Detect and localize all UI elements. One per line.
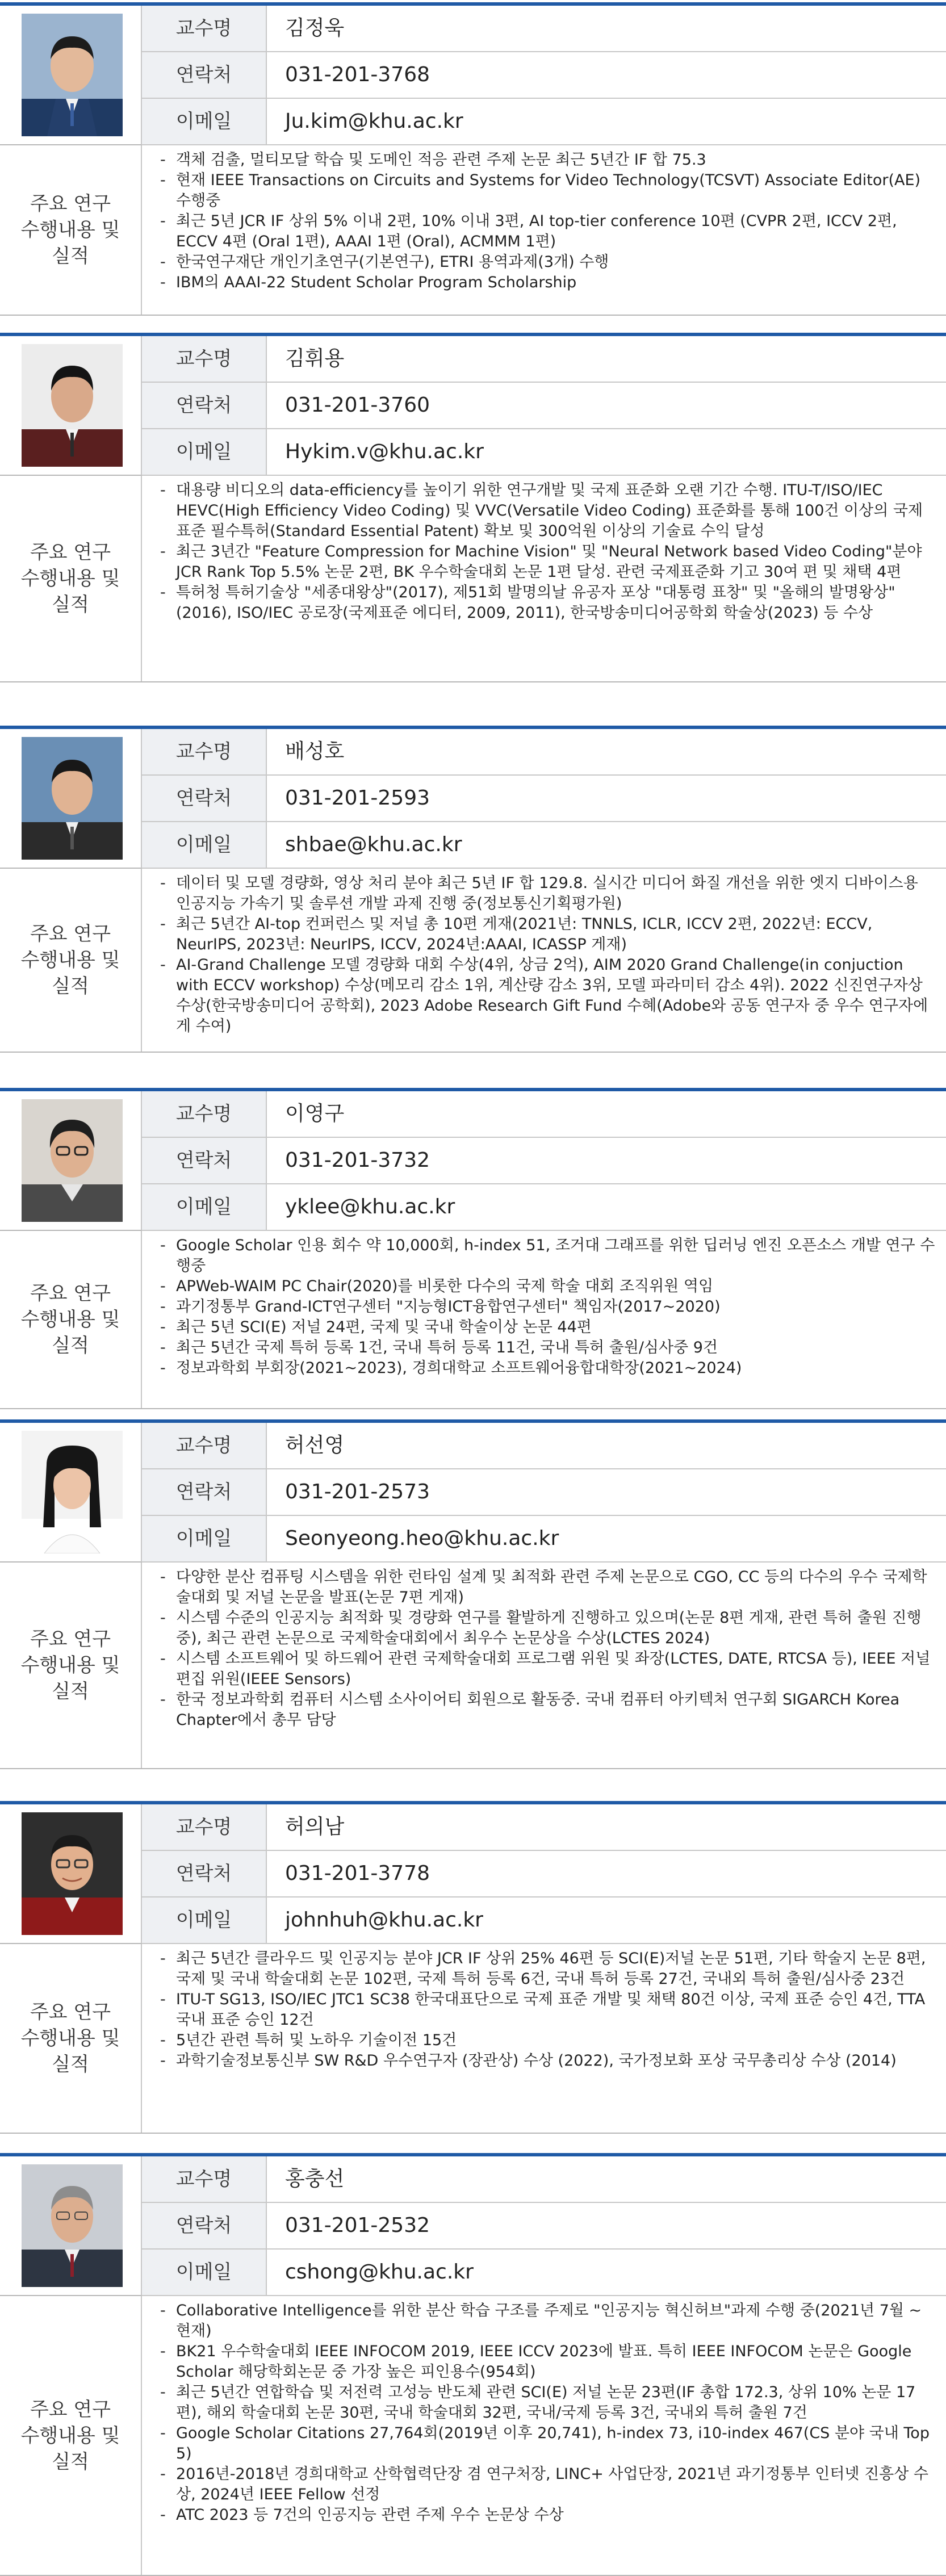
photo-cell — [0, 2156, 142, 2296]
professor-card — [0, 726, 946, 1049]
research-label: 주요 연구 수행내용 및 실적 — [0, 1231, 142, 1408]
research-item: - IBM의 AAAI-22 Student Scholar Program Scholarship — [153, 273, 937, 293]
research-row — [0, 869, 946, 1053]
research-item: - 최근 5년간 국제 특허 등록 1건, 국내 특허 등록 11건, 국내 특허 출원/심사중 9건 — [153, 1338, 937, 1358]
professor-name: 허의남 — [285, 1815, 345, 1838]
email-label: 이메일 — [142, 1516, 267, 1561]
research-item: - 한국연구재단 개인기초연구(기본연구), ETRI 용역과제(3개) 수행 — [153, 252, 937, 273]
research-item: - 현재 IEEE Transactions on Circuits and Systems for Video Technology(TCSVT) Associate Editor(AE) 수행중 — [153, 170, 937, 211]
research-item: - 5년간 관련 특허 및 노하우 기술이전 15건 — [153, 2030, 937, 2051]
research-item: - 최근 5년간 클라우드 및 인공지능 분야 JCR IF 상위 25% 46편 등 SCI(E)저널 논문 51편, 기타 학술지 논문 8편, 국제 및 국내 학술대회 논문 102편, 국제 특허 등록 6건, 국내 특허 등록 27건, 국내외 특허 출원/심사중 23건 — [153, 1949, 937, 1989]
research-item: - 2016년-2018년 경희대학교 산학협력단장 겸 연구처장, LINC+ 사업단장, 2021년 과기정통부 인터넷 진흥상 수상, 2024년 IEEE Fellow 선정 — [153, 2464, 937, 2505]
research-item: - AI-Grand Challenge 모델 경량화 대회 수상(4위, 상금 2억), AIM 2020 Grand Challenge(in conjuction with ECCV workshop) 수상(메모리 감소 1위, 계산량 감소 3위, 모델 파라미터 감소 4위). 2022 신진연구자상 수상(한국방송미디어 공학회), 2023 Adobe Research Gift Fund 수혜(Adobe와 공동 연구자 중 우수 연구자에게 수여) — [153, 955, 937, 1037]
professor-email: yklee@khu.ac.kr — [285, 1195, 455, 1218]
research-item: - 데이터 및 모델 경량화, 영상 처리 분야 최근 5년 IF 합 129.8. 실시간 미디어 화질 개선을 위한 엣지 디바이스용 인공지능 가속기 및 솔루션 개발 과제 진행 중(정보통신기획평가원) — [153, 873, 937, 914]
professor-email: Ju.kim@khu.ac.kr — [285, 110, 463, 133]
phone-row — [142, 383, 946, 429]
professor-photo — [22, 1431, 123, 1553]
research-item: - Google Scholar 인용 회수 약 10,000회, h-index 51, 조거대 그래프를 위한 딥러닝 엔진 오픈소스 개발 연구 수행중 — [153, 1235, 937, 1276]
research-item: - 과학기술정보통신부 SW R&D 우수연구자 (장관상) 수상 (2022), 국가정보화 포상 국무총리상 수상 (2014) — [153, 2051, 937, 2071]
professor-name: 김휘용 — [285, 347, 345, 370]
name-row — [142, 729, 946, 776]
research-item: - BK21 우수학술대회 IEEE INFOCOM 2019, IEEE ICCV 2023에 발표. 특히 IEEE INFOCOM 논문은 Google Scholar 해당학회논문 중 가장 높은 피인용수(954회) — [153, 2342, 937, 2382]
professor-phone: 031-201-2532 — [285, 2214, 430, 2237]
professor-card — [0, 2, 946, 320]
research-item: - ATC 2023 등 7건의 인공지능 관련 주제 우수 논문상 수상 — [153, 2505, 937, 2525]
professor-name: 홍충선 — [285, 2167, 345, 2190]
phone-label: 연락처 — [142, 776, 267, 821]
name-row — [142, 6, 946, 52]
name-row — [142, 1804, 946, 1851]
photo-cell — [0, 1091, 142, 1231]
photo-cell — [0, 1804, 142, 1944]
name-row — [142, 1091, 946, 1138]
name-label: 교수명 — [142, 1804, 267, 1850]
research-row — [0, 1231, 946, 1409]
professor-email: Hykim.v@khu.ac.kr — [285, 440, 484, 463]
email-row — [142, 1898, 946, 1944]
name-row — [142, 1423, 946, 1469]
research-list — [153, 873, 937, 1037]
professor-photo — [22, 1099, 123, 1222]
professor-photo — [22, 1812, 123, 1935]
professor-name: 이영구 — [285, 1102, 345, 1125]
professor-phone: 031-201-3732 — [285, 1149, 430, 1172]
professor-email: cshong@khu.ac.kr — [285, 2260, 474, 2284]
professor-phone: 031-201-2593 — [285, 786, 430, 810]
professor-phone: 031-201-3760 — [285, 393, 430, 417]
professor-card — [0, 1088, 946, 1406]
name-label: 교수명 — [142, 336, 267, 382]
research-item: - 특허청 특허기술상 "세종대왕상"(2017), 제51회 발명의날 유공자 포상 "대통령 표창" 및 "올해의 발명왕상"(2016), ISO/IEC 공로장(국제표준 에디터, 2009, 2011), 한국방송미디어공학회 학술상(2023) 등 수상 — [153, 583, 937, 623]
email-row — [142, 2250, 946, 2296]
photo-cell — [0, 336, 142, 476]
research-label: 주요 연구 수행내용 및 실적 — [0, 1563, 142, 1768]
research-label: 주요 연구 수행내용 및 실적 — [0, 2296, 142, 2575]
professor-phone: 031-201-3768 — [285, 63, 430, 86]
research-row — [0, 145, 946, 316]
email-label: 이메일 — [142, 429, 267, 475]
name-row — [142, 2156, 946, 2203]
research-row — [0, 1944, 946, 2134]
name-label: 교수명 — [142, 6, 267, 51]
email-row — [142, 1516, 946, 1563]
research-list — [153, 1235, 937, 1379]
research-item: - 시스템 소프트웨어 및 하드웨어 관련 국제학술대회 프로그램 위원 및 좌장(LCTES, DATE, RTCSA 등), IEEE 저널 편집 위원(IEEE Sensors) — [153, 1649, 937, 1690]
email-row — [142, 429, 946, 476]
professor-name: 허선영 — [285, 1434, 345, 1457]
research-list — [153, 1949, 937, 2071]
research-item: - 객체 검출, 멀티모달 학습 및 도메인 적응 관련 주제 논문 최근 5년간 IF 합 75.3 — [153, 150, 937, 170]
research-item: - 다양한 분산 컴퓨팅 시스템을 위한 런타임 설계 및 최적화 관련 주제 논문으로 CGO, CC 등의 다수의 우수 국제학술대회 및 저널 논문을 발표(논문 7편 게재) — [153, 1567, 937, 1608]
research-list — [153, 2301, 937, 2525]
research-item: - 정보과학회 부회장(2021~2023), 경희대학교 소프트웨어융합대학장(2021~2024) — [153, 1358, 937, 1379]
professor-photo — [22, 737, 123, 860]
research-label: 주요 연구 수행내용 및 실적 — [0, 1944, 142, 2133]
professor-card — [0, 333, 946, 679]
name-label: 교수명 — [142, 1423, 267, 1468]
photo-cell — [0, 729, 142, 869]
research-item: - 과기정통부 Grand-ICT연구센터 "지능형ICT융합연구센터" 책임자(2017~2020) — [153, 1297, 937, 1317]
professor-card — [0, 1801, 946, 2130]
phone-label: 연락처 — [142, 52, 267, 98]
email-label: 이메일 — [142, 822, 267, 868]
professor-photo — [22, 344, 123, 467]
professor-card — [0, 2153, 946, 2573]
professor-email: johnhuh@khu.ac.kr — [285, 1908, 483, 1932]
research-list — [153, 150, 937, 293]
email-label: 이메일 — [142, 2250, 267, 2295]
research-label: 주요 연구 수행내용 및 실적 — [0, 476, 142, 681]
research-item: - ITU-T SG13, ISO/IEC JTC1 SC38 한국대표단으로 국제 표준 개발 및 채택 80건 이상, 국제 표준 승인 4건, TTA 국내 표준 승인 12건 — [153, 1989, 937, 2030]
email-label: 이메일 — [142, 1898, 267, 1943]
research-list — [153, 480, 937, 623]
research-row — [0, 1563, 946, 1769]
phone-row — [142, 1851, 946, 1898]
research-row — [0, 2296, 946, 2576]
email-label: 이메일 — [142, 1184, 267, 1230]
research-item: - 대용량 비디오의 data-efficiency를 높이기 위한 연구개발 및 국제 표준화 오랜 기간 수행. ITU-T/ISO/IEC HEVC(High Efficiency Video Coding) 및 VVC(Versatile Video Coding) 표준화를 통해 100건 이상의 국제표준 필수특허(Standard Essential Patent) 확보 및 300억원 이상의 기술료 수익 달성 — [153, 480, 937, 542]
phone-label: 연락처 — [142, 1851, 267, 1896]
research-label: 주요 연구 수행내용 및 실적 — [0, 145, 142, 315]
name-label: 교수명 — [142, 2156, 267, 2202]
name-label: 교수명 — [142, 1091, 267, 1137]
professor-photo — [22, 14, 123, 136]
phone-row — [142, 52, 946, 99]
professor-card — [0, 1419, 946, 1766]
phone-row — [142, 1138, 946, 1184]
email-row — [142, 99, 946, 145]
phone-label: 연락처 — [142, 383, 267, 428]
photo-cell — [0, 1423, 142, 1563]
research-label: 주요 연구 수행내용 및 실적 — [0, 869, 142, 1052]
phone-row — [142, 1469, 946, 1516]
photo-cell — [0, 6, 142, 145]
research-item: - 한국 정보과학회 컴퓨터 시스템 소사이어티 회원으로 활동중. 국내 컴퓨터 아키텍처 연구회 SIGARCH Korea Chapter에서 총무 담당 — [153, 1690, 937, 1731]
professor-phone: 031-201-2573 — [285, 1480, 430, 1503]
professor-phone: 031-201-3778 — [285, 1862, 430, 1885]
research-item: - 최근 5년간 AI-top 컨퍼런스 및 저널 총 10편 게재(2021년: TNNLS, ICLR, ICCV 2편, 2022년: ECCV, NeurIPS, 2023년: NeurIPS, ICCV, 2024년:AAAI, ICASSP 게재) — [153, 914, 937, 955]
research-item: - 시스템 수준의 인공지능 최적화 및 경량화 연구를 활발하게 진행하고 있으며(논문 8편 게재, 관련 특허 출원 진행 중), 최근 관련 논문으로 국제학술대회에서 최우수 논문상을 수상(LCTES 2024) — [153, 1608, 937, 1649]
phone-label: 연락처 — [142, 1138, 267, 1183]
research-item: - Collaborative Intelligence를 위한 분산 학습 구조를 주제로 "인공지능 혁신허브"과제 수행 중(2021년 7월 ~ 현재) — [153, 2301, 937, 2342]
phone-label: 연락처 — [142, 2203, 267, 2248]
phone-label: 연락처 — [142, 1469, 267, 1515]
name-label: 교수명 — [142, 729, 267, 774]
research-item: - 최근 5년간 연합학습 및 저전력 고성능 반도체 관련 SCI(E) 저널 논문 23편(IF 총합 172.3, 상위 10% 논문 17편), 해외 학술대회 논문 30편, 국내 학술대회 32편, 국내/국제 등록 3건, 국내외 특허 출원 7건 — [153, 2382, 937, 2423]
professor-email: shbae@khu.ac.kr — [285, 833, 462, 856]
research-item: - 최근 3년간 "Feature Compression for Machine Vision" 및 "Neural Network based Video Coding"분야 JCR Rank Top 5.5% 논문 2편, BK 우수학술대회 논문 1편 달성. 관련 국제표준화 기고 30여 편 및 채택 4편 — [153, 542, 937, 583]
research-item: - APWeb-WAIM PC Chair(2020)를 비롯한 다수의 국제 학술 대회 조직위원 역임 — [153, 1276, 937, 1297]
research-list — [153, 1567, 937, 1731]
research-item: - 최근 5년 SCI(E) 저널 24편, 국제 및 국내 학술이상 논문 44편 — [153, 1317, 937, 1338]
email-row — [142, 822, 946, 869]
phone-row — [142, 2203, 946, 2250]
professor-photo — [22, 2164, 123, 2287]
research-row — [0, 476, 946, 682]
professor-name: 배성호 — [285, 740, 345, 763]
research-item: - Google Scholar Citations 27,764회(2019년 이후 20,741), h-index 73, i10-index 467(CS 분야 국내 Top 5) — [153, 2423, 937, 2464]
research-item: - 최근 5년 JCR IF 상위 5% 이내 2편, 10% 이내 3편, AI top-tier conference 10편 (CVPR 2편, ICCV 2편, ECCV 4편 (Oral 1편), AAAI 1편 (Oral), ACMMM 1편) — [153, 211, 937, 252]
name-row — [142, 336, 946, 383]
professor-email: Seonyeong.heo@khu.ac.kr — [285, 1527, 559, 1550]
email-label: 이메일 — [142, 99, 267, 144]
email-row — [142, 1184, 946, 1231]
professor-name: 김정욱 — [285, 16, 345, 40]
phone-row — [142, 776, 946, 822]
